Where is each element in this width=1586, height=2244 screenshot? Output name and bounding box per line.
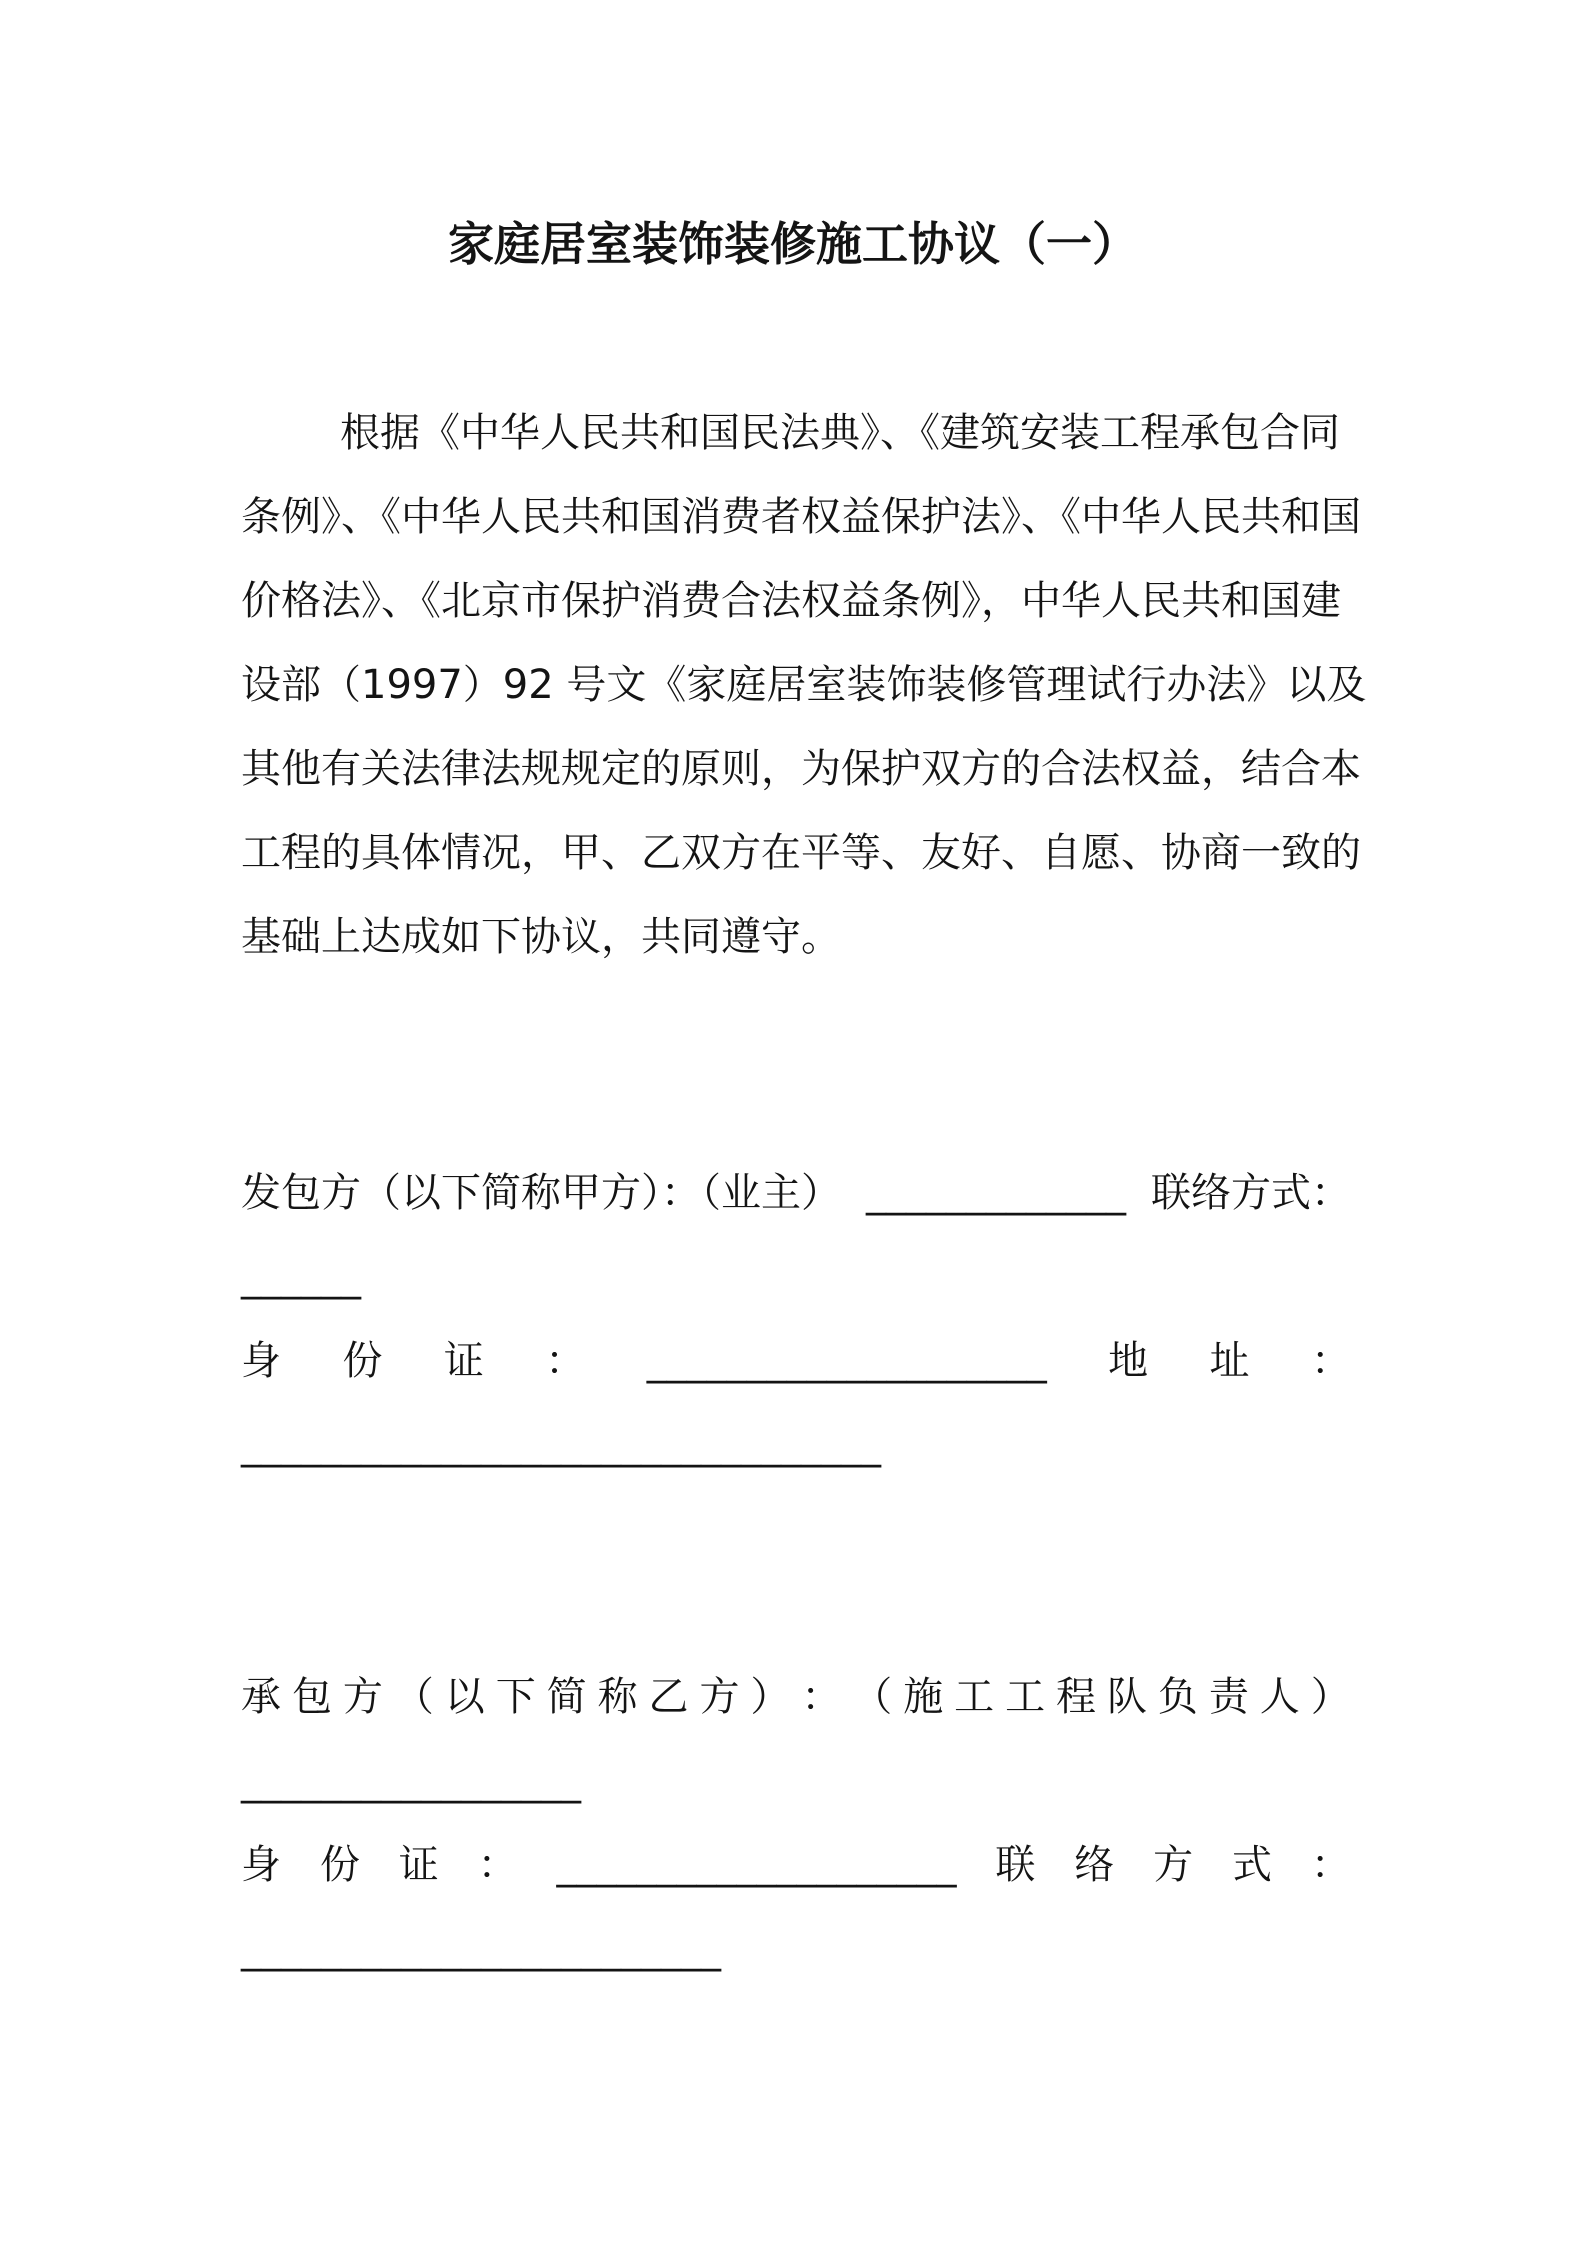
contact-label-char: 络 (1074, 1842, 1115, 1888)
party-b-label-char: ： (801, 1674, 842, 1720)
party-b-label-char: 承 (241, 1674, 281, 1720)
party-b-label-char: （ (852, 1674, 893, 1720)
contact-label-char: 式 (1232, 1842, 1272, 1888)
party-a-label: 发包方（以下简称甲方）：（业主） (241, 1170, 841, 1216)
contact-label-char: 方 (1153, 1842, 1194, 1888)
party-b-label-char: 以 (444, 1674, 485, 1720)
party-b-label-char: 包 (291, 1674, 332, 1720)
party-a-line (241, 1163, 1351, 1223)
preamble-line: 其他有关法律法规规定的原则，为保护双方的合法权益，结合本 (241, 746, 1361, 792)
document-title: 家庭居室装饰装修施工协议（一） (448, 217, 1138, 271)
id-label-char: 证 (443, 1338, 484, 1384)
party-a-address-field[interactable]: ________________________________ (241, 1422, 881, 1468)
preamble-line: 基础上达成如下协议，共同遵守。 (241, 914, 841, 960)
party-b-id-field[interactable]: ____________________ (556, 1842, 957, 1888)
party-b-id-line (241, 1835, 1351, 1895)
preamble-line: 条例》、《中华人民共和国消费者权益保护法》、《中华人民共和国 (241, 494, 1361, 540)
party-b-name-line (241, 1751, 1351, 1811)
id-label-char: ： (545, 1338, 586, 1384)
party-b-contact-field[interactable]: ________________________ (241, 1926, 721, 1972)
id-label-char: 身 (241, 1842, 281, 1888)
party-a-contact-label: 联络方式： (1151, 1170, 1351, 1216)
party-a-id-field[interactable]: ____________________ (646, 1338, 1047, 1384)
party-b-label-char: 称 (597, 1674, 638, 1720)
id-label-char: 身 (241, 1338, 281, 1384)
party-a-id-line (241, 1331, 1351, 1391)
id-label-char: ： (477, 1842, 518, 1888)
party-a-name-field[interactable]: _____________ (866, 1170, 1126, 1216)
party-b-label-char: 工 (954, 1674, 995, 1720)
party-b-label-char: 人 (1259, 1674, 1300, 1720)
preamble-line: 根据《中华人民共和国民法典》、《建筑安装工程承包合同 (340, 410, 1340, 456)
contact-label-char: 联 (995, 1842, 1036, 1888)
party-b-label-char: （ (393, 1674, 434, 1720)
preamble-line: 设部（1997）92 号文《家庭居室装饰装修管理试行办法》以及 (241, 662, 1367, 708)
party-b-label-char: 施 (903, 1674, 944, 1720)
contact-label-char: ： (1310, 1842, 1351, 1888)
party-b-label-char: 方 (342, 1674, 383, 1720)
id-label-char: 证 (398, 1842, 439, 1888)
party-b-contact-line (241, 1919, 1351, 1979)
id-label-char: 份 (319, 1842, 360, 1888)
address-label-char: 址 (1209, 1338, 1250, 1384)
party-a-contact-field[interactable]: ______ (241, 1254, 361, 1300)
id-label-char: 份 (342, 1338, 383, 1384)
party-b-label-char: ） (1310, 1674, 1351, 1720)
party-b-label-char: 工 (1005, 1674, 1046, 1720)
preamble-line: 工程的具体情况，甲、乙双方在平等、友好、自愿、协商一致的 (241, 830, 1361, 876)
party-b-label-char: 方 (699, 1674, 740, 1720)
preamble-line: 价格法》、《北京市保护消费合法权益条例》，中华人民共和国建 (241, 578, 1341, 624)
party-a-address-line (241, 1415, 1351, 1475)
party-b-label-char: 责 (1208, 1674, 1249, 1720)
party-b-line (241, 1667, 1351, 1727)
party-b-label-char: 乙 (648, 1674, 689, 1720)
party-b-label-char: 简 (546, 1674, 587, 1720)
address-label-char: 地 (1108, 1338, 1149, 1384)
address-label-char: ： (1310, 1338, 1351, 1384)
party-b-label-char: 负 (1157, 1674, 1198, 1720)
party-b-name-field[interactable]: _________________ (241, 1758, 581, 1804)
party-a-contact-line (241, 1247, 1351, 1307)
party-b-label-char: 下 (495, 1674, 536, 1720)
party-b-label-char: ） (750, 1674, 791, 1720)
party-b-label-char: 程 (1056, 1674, 1096, 1720)
party-b-label-char: 队 (1106, 1674, 1147, 1720)
